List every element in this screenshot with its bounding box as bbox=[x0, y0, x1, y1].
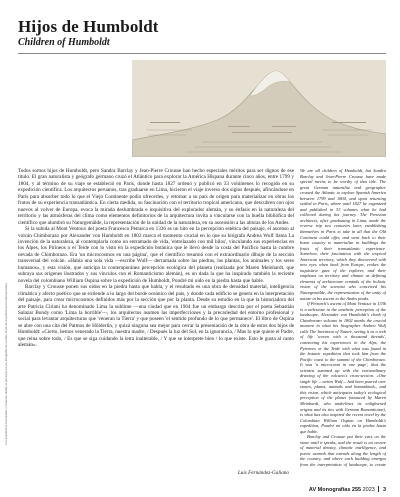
english-paragraph: We are all children of Humboldt, but Sandra Barclay and Jean-Pierre Crousse have made special merits to be worthy of that title. The great German naturalist and geographer crossed the Atlantic to explore Spanish America between 1799 and 1804, and upon returning settled in Paris, where until 1827 he organized and published in 33 volumes what he had collected during his journey. The Peruvian architects, after graduating in Lima, made the reverse trip two centuries later, establishing themselves in Paris to take in all that the Old Continent could offer, and went back to their home country to materialize in buildings the fruits of their transatlantic experience. Somehow, their fascination with the tropical American territory, which they discovered with new eyes when back from Europe, evokes the inquisitive gaze of the explorer, and their emphasis on territory and climate as defining elements of architecture reminds of the holistic vision of the scientist who conceived his Naturgemälde, the representation of the unity of nature in his ascent to the Andes peaks. bbox=[300, 168, 386, 301]
spanish-paragraph: Barclay y Crousse ponen sus oídos en la piedra hasta que habla, y el resultado es una obra de densidad material, inteligencia climática y afecto poético que se extiende a lo largo del borde oceánico del país, y donde cada edificio se genera en la interpretación del paisaje, para crear microcosmos definidos más por la sección que por la planta. Desde su estudio en la que la historiadora del arte Patricia Ciriani ha denominado Lima la sublime —una ciudad que en 1964 fue un embargo descrita por el poeta Sebastián Salazar Bondy como 'Lima la horrible'—, los arquitectos asumen las imperfecciones y la precariedad del entorno profesional y social para levantar arquitecturas que 'veneran la Tierra' y que poseen 'el sentido profundo de lo que permanece'. El libro de Ospina se abre con una cita del Patmos de Hölderlin, y quizá ninguna sea mejor para cerrar la presentación de la obra de estos dos hijos de Humboldt: «Cierto, hemos venerado la Tierra, nuestra madre, / Después la luz del Sol, en la ignorancia, / Mas lo que quiere el Padre, que reina sobre todo, / Es que se siga cuidando la letra inalterable, / Y que se interprete bien / lo que existe. Esto le gusta al canto alemán». bbox=[18, 284, 294, 349]
header-rule bbox=[18, 53, 386, 54]
english-paragraph: Barclay and Crousse put their ears on the stone until it speaks, and the result is an oeuvre of material density, climatic intelligence, and poetic warmth that extends along the length of the country, and where each building emerges from the interpretation of landscape, to create bbox=[300, 434, 386, 467]
english-paragraph: If Petrarch's ascent of Mont Ventoux in 1336 is a milestone in the aesthetic perception of the landscape, Alexander von Humboldt's climb of Chimborazo volcano in 1802 marks the crucial moment in what his biographer Andrea Wulf calls The Invention of Nature, seeing it as a web of life 'woven with a thousand threads', connecting his experiences in the Alps, the Pyrenees or the Teide with what was found in the botanic expedition that took him from the Pacific coast to the summit of the Chimborazo. It was 'a microcosm in one page', that the scientist summed up with the extraordinary drawing of the volcano's cross-section. «One single life —writes Wulf— had been poured over stones, plants, animals and humankind», and this vision, which anticipates today's ecological perception of the planet (nuanced by Maren Meinhardt, who underlines its enlightened origins and its ties with German Romanticism), is what has also inspired the recent novel by the Colombian William Ospina on Humboldt's expedition, Pondré mi oído en la piedra hasta que hable. bbox=[300, 301, 386, 434]
chimborazo-drawing-image bbox=[132, 60, 386, 157]
page-footer bbox=[309, 486, 386, 493]
article-subtitle: Children of Humboldt bbox=[18, 37, 110, 48]
author-signature: Luis Fernández-Galiano bbox=[237, 470, 289, 476]
spanish-paragraph: Todos somos hijos de Humboldt, pero Sandra Barclay y Jean-Pierre Crousse han hecho especiales méritos para ser dignos de ese título. El gran naturalista y geógrafo germano cruzó el Atlántico para explorar la América Hispana durante cinco años, entre 1799 y 1804, y al término de su viaje se estableció en París, donde hasta 1827 ordenó y publicó en 33 volúmenes lo recogido en su expedición científica. Los arquitectos peruanos, tras graduarse en Lima, hicieron el viaje inverso dos siglos después, afincándose en París para absorber todo lo que el Viejo Continente podía ofrecerles, y retornar a su país de origen para materializar en obras los frutos de su experiencia transatlántica. En cierta medida, su fascinación con el territorio tropical americano, que descubren con ojos nuevos al volver de Europa, evoca la mirada deslumbrada e inquisitiva del explorador alemán, y su énfasis en la naturaleza del territorio y las atmósferas del clima como elementos definitorios de la arquitectura invita a vincularse con la huella bibliófica del científico que alumbró su Naturgemälde, la representación de la unidad de la naturaleza, en su ascensión a las alturas de los Andes. bbox=[18, 168, 294, 226]
magazine-name: AV Monografías 255 bbox=[308, 487, 362, 493]
photo-credit: Los arquitectos Fernández y Crousse desde el principio con la fotografía de su libro Guía de Arquitectura Contemporánea bbox=[4, 283, 8, 445]
footer-divider bbox=[378, 486, 379, 492]
english-body-text bbox=[300, 168, 386, 468]
article-title: Hijos de Humboldt bbox=[18, 17, 159, 36]
page-number: 3 bbox=[382, 487, 386, 493]
spanish-paragraph: Si la subida al Mont Ventoux del poeta Francesco Petrarca en 1336 es un hito en la percepción estética del paisaje, el ascenso al volcán Chimborazo por Alexander von Humboldt en 1802 marca el momento crucial en lo que su biógrafa Andrea Wulf llama La invención de la naturaleza, al contemplarla como un entramado de vida, 'entrelazado con mil hilos', vinculando sus experiencias en los Alpes, los Pirineos o el Teide con lo visto en la expedición botánica que le llevó desde la costa del Pacífico hasta la cumbre nevada de Chimborazo. Era 'un microcosmos en una página', que el científico resumió con el extraordinario dibujo de la sección transversal del volcán. «Había una sola vida —escribe Wulf— derramada sobre las piedras, las plantas, los animales y los seres humanos», y esta visión, que anticipa la contemporánea percepción ecológica del planeta (realizada por Maren Meinhardt, que subraya sus orígenes ilustrados y sus vínculos con el Romanticismo alemán), es un dada la que ha inspirado también la reciente novela del colombiano William Ospina sobre la expedición de Humboldt, Pondré mi oído en la piedra hasta que hable. bbox=[18, 226, 294, 284]
spanish-body-text bbox=[18, 168, 294, 468]
issue-year: 2023 bbox=[362, 487, 375, 493]
